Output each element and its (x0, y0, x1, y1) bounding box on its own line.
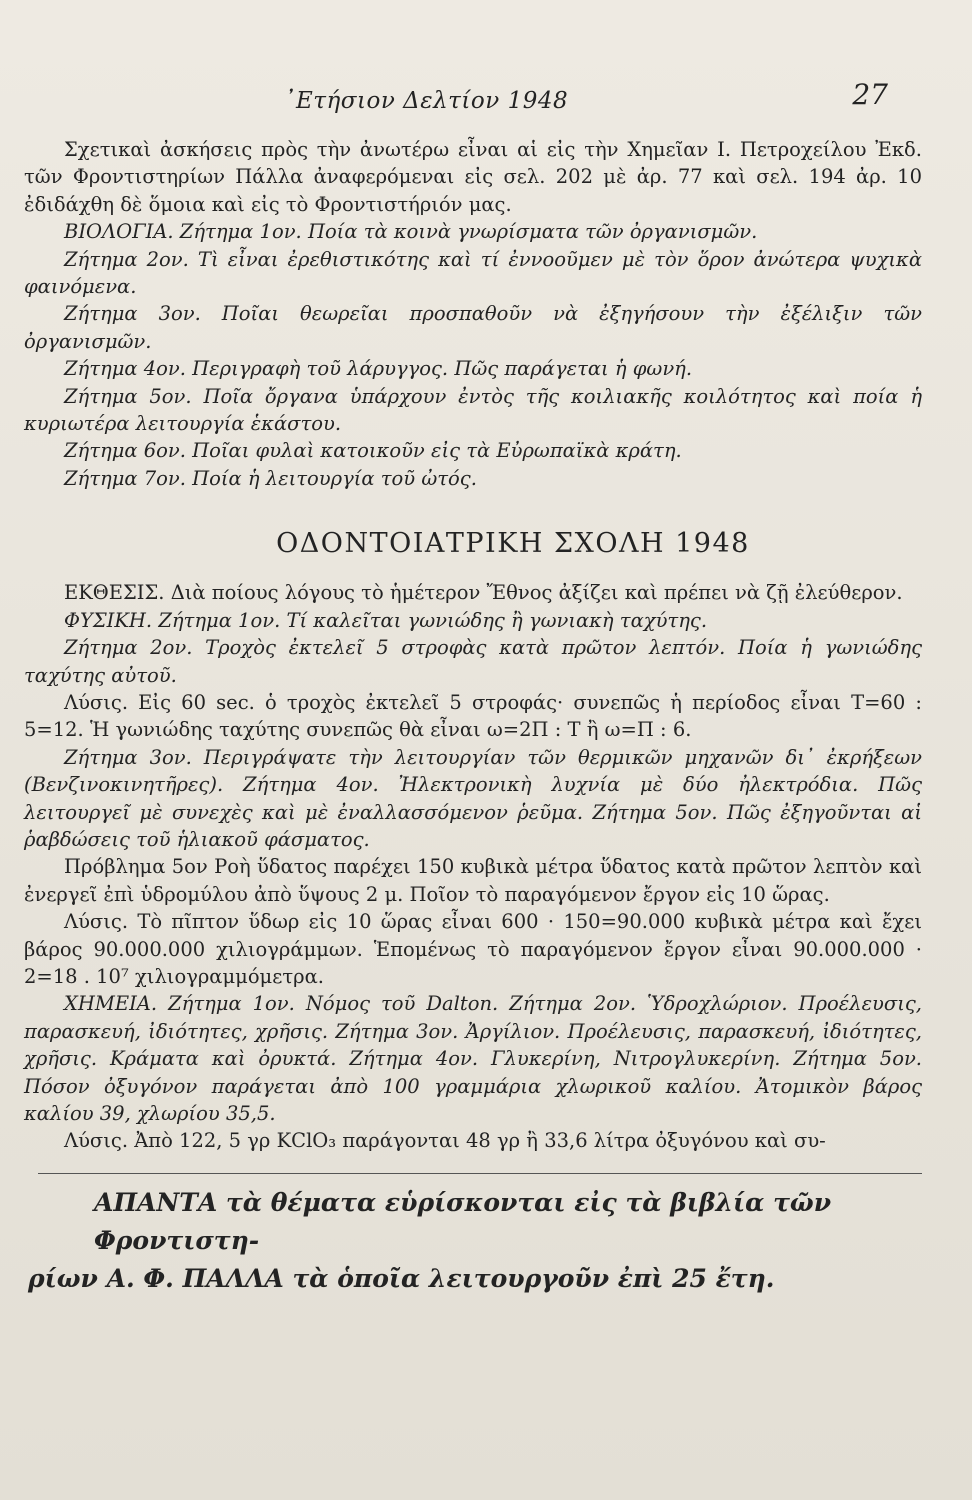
paragraph: Ζήτημα 5ον. Ποῖα ὄργανα ὑπάρχουν ἐντὸς τῆς κοιλιακῆς κοιλότητος καὶ ποία ἡ κυριωτέρα λειτουργία ἑκάστου. (24, 384, 922, 436)
paragraph: Ζήτημα 7ον. Ποία ἡ λειτουργία τοῦ ὠτός. (64, 466, 477, 490)
advert-line-1: ΑΠΑΝΤΑ τὰ θέματα εὑρίσκονται εἰς τὰ βιβλία τῶν Φροντιστη- (94, 1187, 832, 1255)
running-title: ᾿Ετήσιον Δελτίον 1948 (284, 88, 569, 114)
paragraph: Ζήτημα 3ον. Ποῖαι θεωρεῖαι προσπαθοῦν νὰ ἐξηγήσουν τὴν ἐξέλιξιν τῶν ὀργανισμῶν. (24, 302, 922, 353)
advert-line-2: ρίων Α. Φ. ΠΑΛΛΑ τὰ ὁποῖα λειτουργοῦν ἐπὶ 25 ἔτη. (28, 1263, 775, 1293)
paragraph: Ζήτημα 3ον. Περιγράψατε τὴν λειτουργίαν τῶν θερμικῶν μηχανῶν δι᾿ ἐκρήξεων (Βενζινοκινητῆρες). Ζήτημα 4ον. Ἠλεκτρονικὴ λυχνία μὲ δύο ἠλεκτρόδια. Πῶς λειτουργεῖ μὲ συνεχὲς καὶ μὲ ἐναλλασσόμενον ῥεῦμα. Ζήτημα 5ον. Πῶς ἐξηγοῦνται αἱ ῥαβδώσεις τοῦ ἡλιακοῦ φάσματος. (24, 745, 922, 851)
section-title: ΟΔΟΝΤΟΙΑΤΡΙΚΗ ΣΧΟΛΗ 1948 (276, 528, 750, 560)
biology-section (24, 136, 922, 492)
paragraph: ΕΚΘΕΣΙΣ. Διὰ ποίους λόγους τὸ ἡμέτερον Ἔθνος ἀξίζει καὶ πρέπει νὰ ζῇ ἐλεύθερον. (64, 581, 903, 605)
paragraph: Λύσις. Εἰς 60 sec. ὁ τροχὸς ἐκτελεῖ 5 στροφάς· συνεπῶς ἡ περίοδος εἶναι Τ=60 : 5=12. Ἡ γωνιώδης ταχύτης συνεπῶς θὰ εἶναι ω=2Π : Τ ἢ ω=Π : 6. (24, 690, 922, 742)
page-number: 27 (852, 78, 888, 111)
paragraph: Ζήτημα 2ον. Τὶ εἶναι ἐρεθιστικότης καὶ τί ἐννοοῦμεν μὲ τὸν ὅρον ἀνώτερα ψυχικὰ φαινόμενα. (24, 247, 922, 299)
paragraph: ΧΗΜΕΙΑ. Ζήτημα 1ον. Νόμος τοῦ Dalton. Ζήτημα 2ον. Ὑδροχλώριον. Προέλευσις, παρασκευή, ἰδιότητες, χρῆσις. Ζήτημα 3ον. Ἀργίλιον. Προέλευσις, παρασκευή, ἰδιότητες, χρῆσις. Κράματα καὶ ὀρυκτά. Ζήτημα 4ον. Γλυκερίνη, Νιτρογλυκερίνη. Ζήτημα 5ον. Πόσον ὀξυγόνον παράγεται ἀπὸ 100 γραμμάρια χλωρικοῦ καλίου. Ἀτομικὸν βάρος καλίου 39, χλωρίου 35,5. (24, 992, 922, 1125)
paragraph: Ζήτημα 2ον. Τροχὸς ἐκτελεῖ 5 στροφὰς κατὰ πρῶτον λεπτόν. Ποία ἡ γωνιώδης ταχύτης αὐτοῦ. (24, 636, 922, 687)
paragraph: Λύσις. Τὸ πῖπτον ὕδωρ εἰς 10 ὥρας εἶναι 600 · 150=90.000 κυβικὰ μέτρα καὶ ἔχει βάρος 90.000.000 χιλιογράμμων. Ἑπομένως τὸ παραγόμενον ἔργον εἶναι 90.000.000 · 2=18 . 10⁷ χιλιογραμμόμετρα. (24, 910, 922, 988)
paragraph: Ζήτημα 4ον. Περιγραφὴ τοῦ λάρυγγος. Πῶς παράγεται ἡ φωνή. (64, 357, 693, 381)
divider (38, 1173, 922, 1174)
paragraph: Σχετικαὶ ἀσκήσεις πρὸς τὴν ἀνωτέρω εἶναι αἱ εἰς τὴν Χημεῖαν Ι. Πετροχείλου Ἐκδ. τῶν Φροντιστηρίων Πάλλα ἀναφερόμεναι εἰς σελ. 202 μὲ ἀρ. 77 καὶ σελ. 194 ἀρ. 10 ἐδιδάχθη δὲ ὅμοια καὶ εἰς τὸ Φροντιστήριόν μας. (24, 138, 922, 216)
paragraph: Πρόβλημα 5ον Ροὴ ὕδατος παρέχει 150 κυβικὰ μέτρα ὕδατος κατὰ πρῶτον λεπτὸν καὶ ἐνεργεῖ ἐπὶ ὑδρομύλου ἀπὸ ὕψους 2 μ. Ποῖον τὸ παραγόμενον ἔργον εἰς 10 ὥρας. (24, 855, 922, 906)
paragraph: Λύσις. Ἀπὸ 122, 5 γρ ΚClO₃ παράγονται 48 γρ ἢ 33,6 λίτρα ὀξυγόνου καὶ συ- (64, 1129, 826, 1153)
paragraph: ΦΥΣΙΚΗ. Ζήτημα 1ον. Τί καλεῖται γωνιώδης ἢ γωνιακὴ ταχύτης. (64, 608, 708, 632)
advert (24, 1184, 922, 1298)
page-header (24, 78, 922, 122)
paragraph: ΒΙΟΛΟΓΙΑ. Ζήτημα 1ον. Ποία τὰ κοινὰ γνωρίσματα τῶν ὀργανισμῶν. (64, 220, 758, 244)
paragraph: Ζήτημα 6ον. Ποῖαι φυλαὶ κατοικοῦν εἰς τὰ Εὐρωπαϊκὰ κράτη. (64, 439, 682, 463)
dental-school-section (24, 579, 922, 1155)
